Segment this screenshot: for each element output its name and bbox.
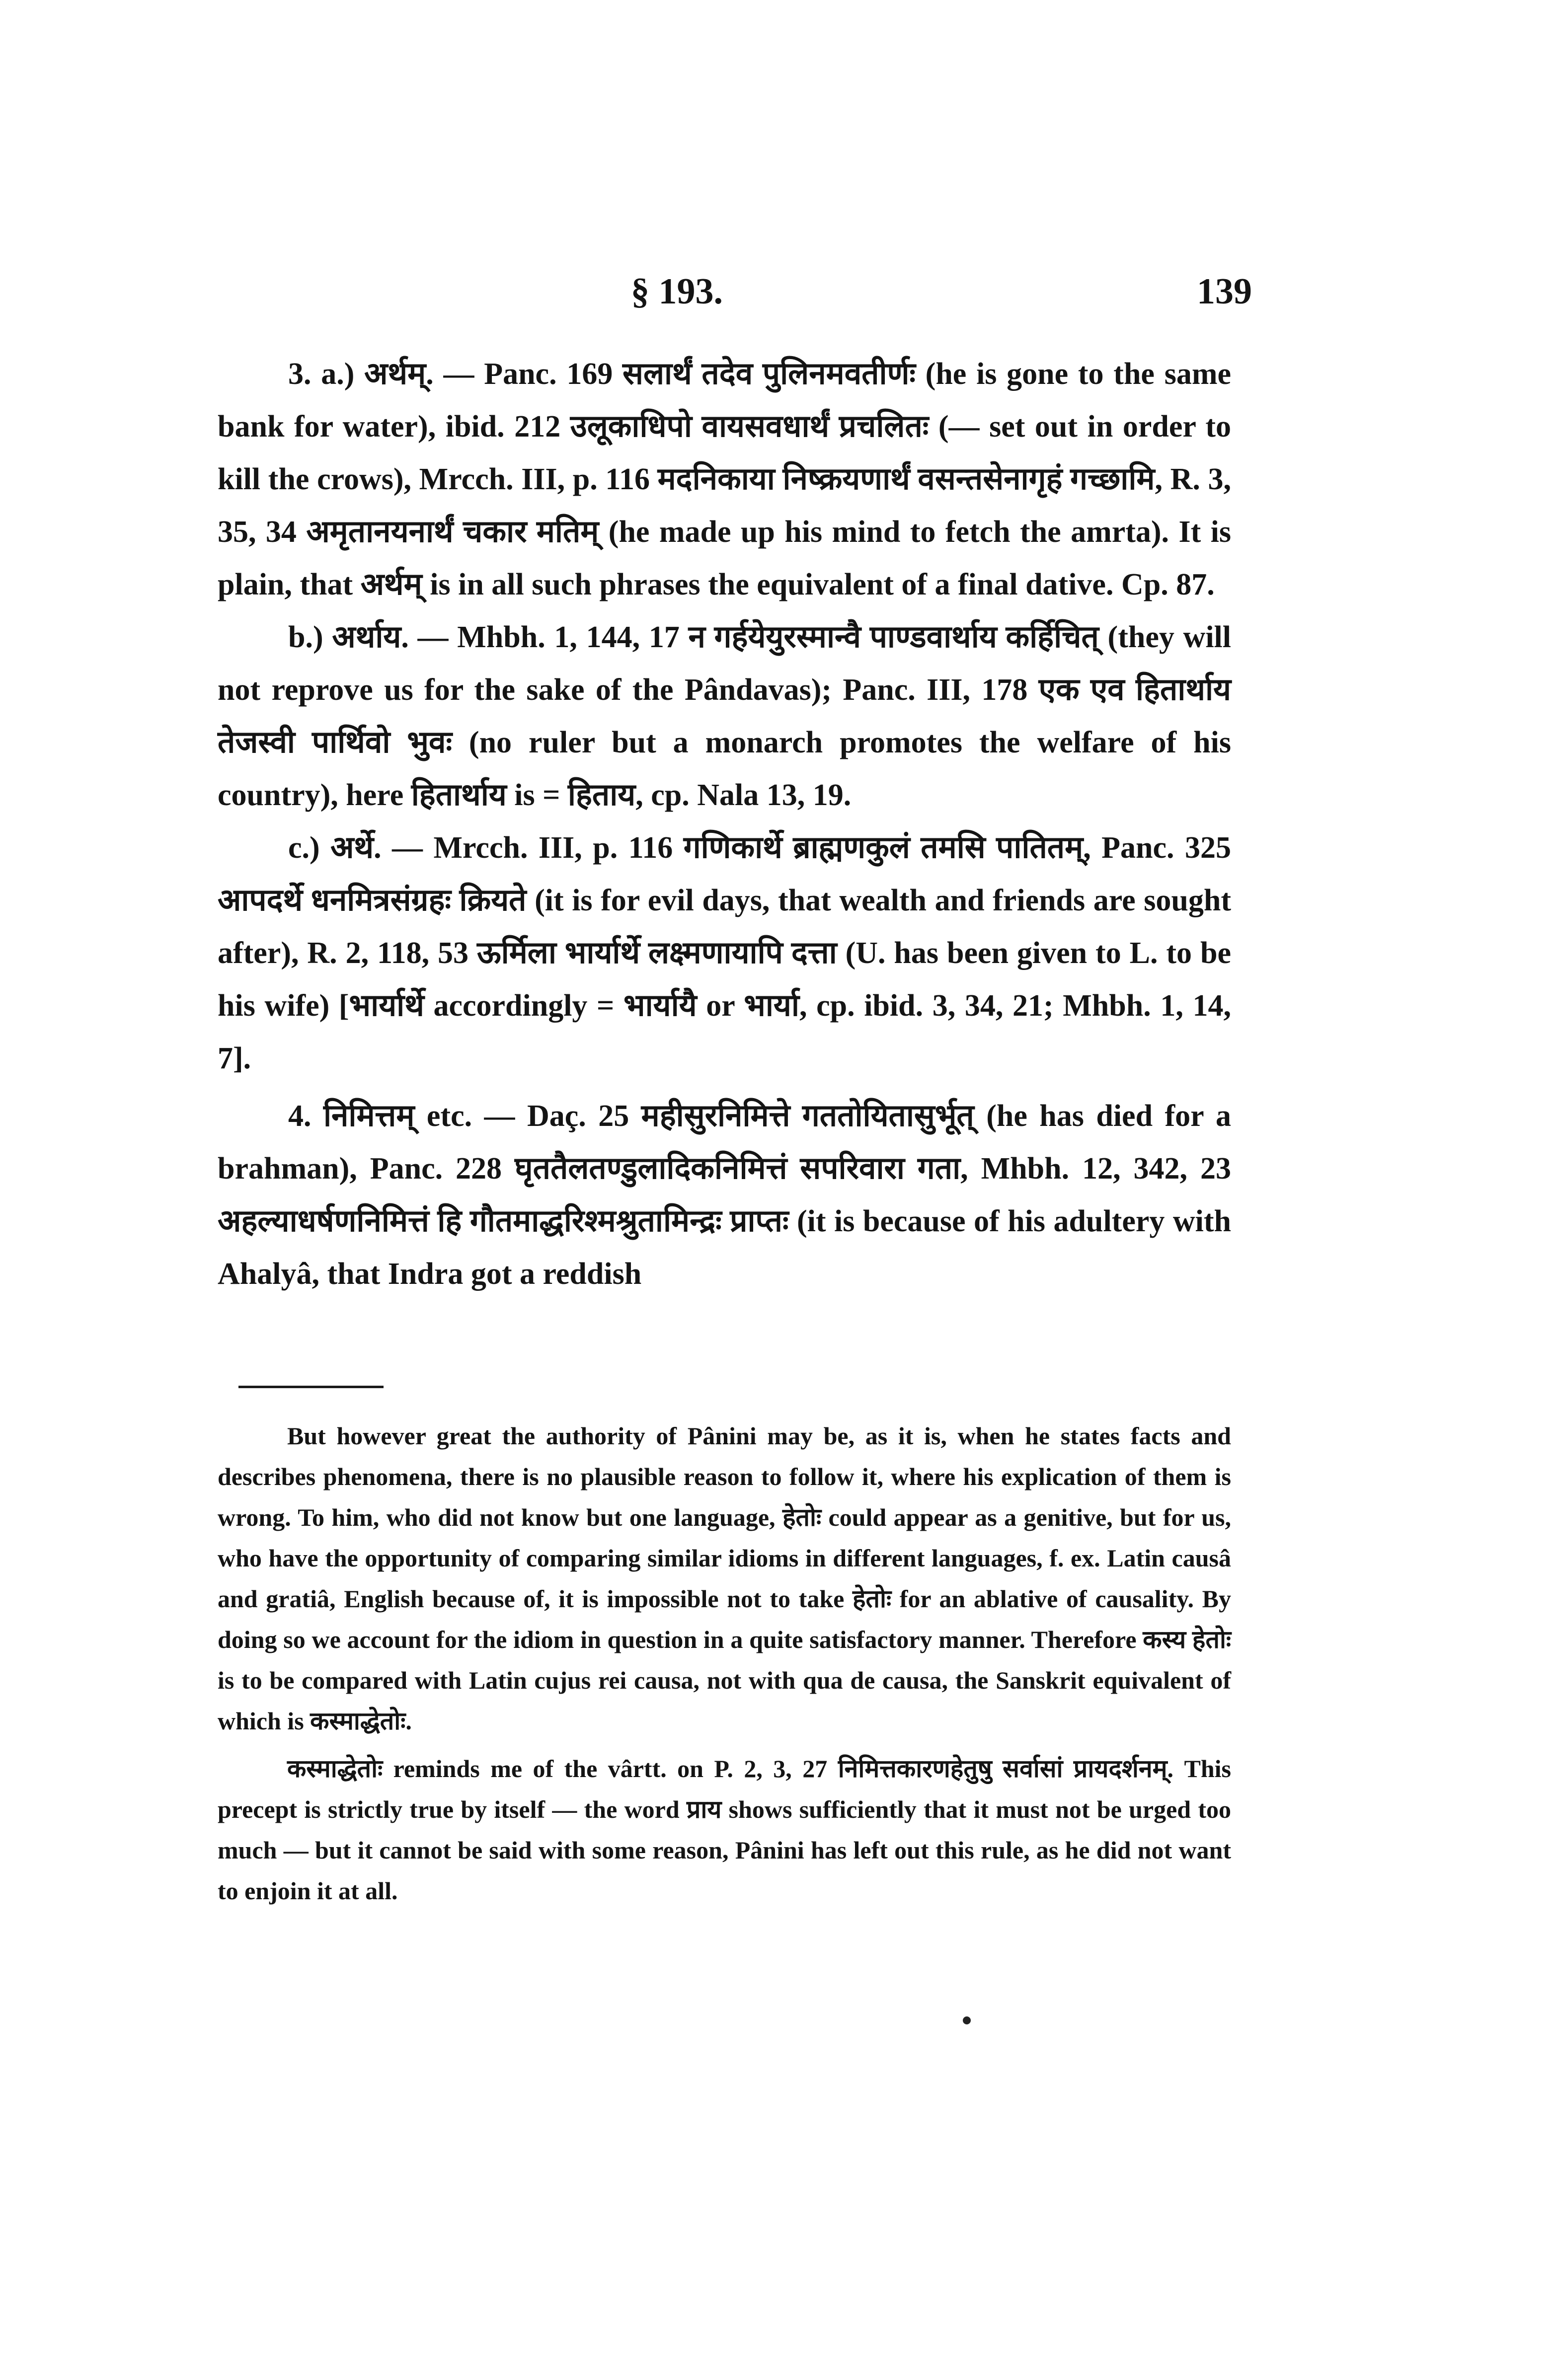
footnote-paragraph-1: But however great the authority of Pânini may be, as it is, when he states facts and describes phenomena, there is no plausible reason to follow it, where his explication of them is wrong. To him, who did not know but one language, हेतोः could appear as a genitive, but for us, who have the opportunity of comparing similar idioms in different languages, f. ex. Latin causâ and gratiâ, English because of, it is impossible not to take हेतोः for an ablative of causality. By doing so we account for the idiom in question in a quite satisfactory manner. Therefore कस्य हेतोः is to be compared with Latin cujus rei causa, not with qua de causa, the Sanskrit equivalent of which is कस्माद्धेतोः. [218, 1422, 1231, 1735]
section-number: § 193. [631, 271, 723, 312]
footnote [218, 1415, 1231, 1911]
paragraph-arthaya: b.) अर्थाय. — Mhbh. 1, 144, 17 न गर्हयेयुरस्मान्वै पाण्डवार्थाय कर्हिचित् (they will not reprove us for the sake of the Pândavas); Panc. III, 178 एक एव हितार्थाय तेजस्वी पार्थिवो भुवः (no ruler but a monarch promotes the welfare of his country), here हितार्थाय is = हिताय, cp. Nala 13, 19. [218, 620, 1231, 812]
paragraph-artham: 3. a.) अर्थम्. — Panc. 169 सलार्थं तदेव पुलिनमवतीर्णः (he is gone to the same bank for water), ibid. 212 उलूकाधिपो वायसवधार्थं प्रचलितः (— set out in order to kill the crows), Mrcch. III, p. 116 मदनिकाया निष्क्रयणार्थं वसन्तसेनागृहं गच्छामि, R. 3, 35, 34 अमृतानयनार्थं चकार मतिम् (he made up his mind to fetch the amrta). It is plain, that अर्थम् is in all such phrases the equivalent of a final dative. Cp. 87. [218, 357, 1231, 601]
main-text [218, 348, 1231, 1300]
page-header [631, 271, 1252, 330]
footnote-paragraph-2: कस्माद्धेतोः reminds me of the vârtt. on P. 2, 3, 27 निमित्तकारणहेतुषु सर्वासां प्रायदर्शनम्. This precept is strictly true by itself — the word प्राय shows sufficiently that it must not be urged too much — but it cannot be said with some reason, Pânini has left out this rule, as he did not want to enjoin it at all. [218, 1755, 1231, 1905]
footnote-divider [238, 1386, 384, 1388]
page-number: 139 [1197, 271, 1252, 312]
paragraph-nimittam: 4. निमित्तम् etc. — Daç. 25 महीसुरनिमित्ते गततोयितासुर्भूत् (he has died for a brahman), Panc. 228 घृततैलतण्डुलादिकनिमित्तं सपरिवारा गता, Mhbh. 12, 342, 23 अहल्याधर्षणनिमित्तं हि गौतमाद्धरिश्मश्रुतामिन्द्रः प्राप्तः (it is because of his adultery with Ahalyâ, that Indra got a reddish [218, 1099, 1231, 1291]
ink-speck [963, 2016, 971, 2024]
paragraph-arthe: c.) अर्थे. — Mrcch. III, p. 116 गणिकार्थे ब्राह्मणकुलं तमसि पातितम्, Panc. 325 आपदर्थे धनमित्रसंग्रहः क्रियते (it is for evil days, that wealth and friends are sought after), R. 2, 118, 53 ऊर्मिला भार्यार्थे लक्ष्मणायापि दत्ता (U. has been given to L. to be his wife) [भार्यार्थे accordingly = भार्यायै or भार्या, cp. ibid. 3, 34, 21; Mhbh. 1, 14, 7]. [218, 831, 1231, 1075]
